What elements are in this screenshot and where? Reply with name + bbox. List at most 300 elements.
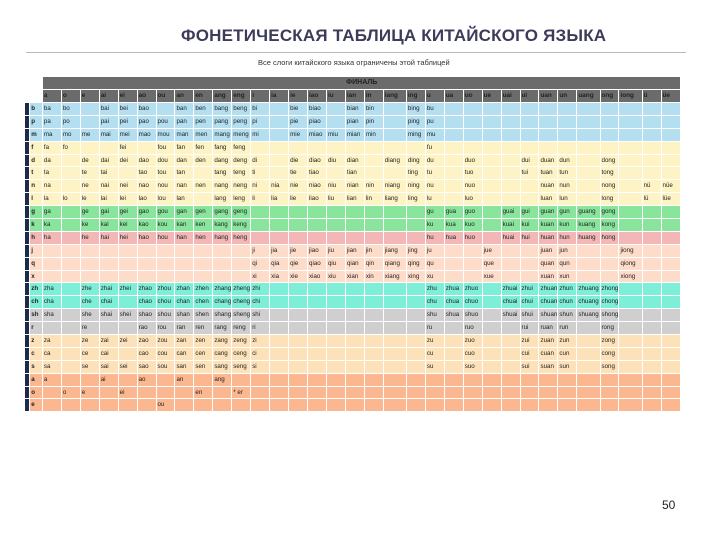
syllable-cell: tai	[99, 167, 118, 180]
syllable-cell	[444, 257, 463, 270]
syllable-cell	[501, 399, 520, 412]
syllable-cell: cha	[42, 296, 61, 309]
syllable-cell: xiong	[619, 270, 642, 283]
syllable-cell	[642, 231, 661, 244]
syllable-cell: leng	[232, 193, 251, 206]
syllable-cell	[383, 296, 406, 309]
syllable-cell: ceng	[232, 347, 251, 360]
syllable-cell	[61, 347, 80, 360]
syllable-cell	[642, 154, 661, 167]
syllable-cell	[482, 154, 501, 167]
syllable-cell: ri	[251, 322, 270, 335]
syllable-cell	[345, 386, 364, 399]
syllable-cell	[577, 103, 600, 116]
syllable-cell: jian	[345, 244, 364, 257]
syllable-cell	[61, 167, 80, 180]
syllable-cell	[289, 399, 308, 412]
syllable-cell	[661, 386, 680, 399]
syllable-cell	[482, 360, 501, 373]
syllable-cell: chai	[99, 296, 118, 309]
syllable-cell	[444, 193, 463, 206]
syllable-cell: qiang	[383, 257, 406, 270]
syllable-cell: ru	[425, 322, 444, 335]
syllable-cell: zei	[118, 335, 137, 348]
syllable-cell: tun	[558, 167, 577, 180]
final-label: ao	[137, 90, 156, 103]
syllable-cell: se	[80, 360, 99, 373]
syllable-cell: tang	[213, 167, 232, 180]
syllable-cell	[383, 128, 406, 141]
table-row	[25, 141, 681, 154]
syllable-cell: zou	[156, 335, 175, 348]
syllable-cell: feng	[232, 141, 251, 154]
syllable-cell	[539, 386, 558, 399]
syllable-cell: ze	[80, 335, 99, 348]
syllable-cell	[270, 206, 289, 219]
syllable-cell: shun	[558, 309, 577, 322]
syllable-cell: kui	[520, 219, 539, 232]
syllable-cell	[619, 180, 642, 193]
syllable-cell: shua	[444, 309, 463, 322]
syllable-cell: zhei	[118, 283, 137, 296]
syllable-cell	[577, 386, 600, 399]
syllable-cell: mian	[345, 128, 364, 141]
syllable-cell: ta	[42, 167, 61, 180]
syllable-cell: dan	[175, 154, 194, 167]
syllable-cell	[577, 322, 600, 335]
syllable-cell	[308, 322, 327, 335]
final-label: a	[42, 90, 61, 103]
syllable-cell	[600, 386, 619, 399]
syllable-cell	[364, 154, 383, 167]
syllable-cell	[383, 386, 406, 399]
initial-label: g	[30, 206, 43, 219]
syllable-cell: du	[425, 154, 444, 167]
syllable-cell: neng	[232, 180, 251, 193]
syllable-cell	[326, 309, 345, 322]
syllable-cell	[661, 206, 680, 219]
syllable-cell	[270, 283, 289, 296]
syllable-cell	[232, 399, 251, 412]
syllable-cell	[308, 219, 327, 232]
syllable-cell: guang	[577, 206, 600, 219]
syllable-cell: dang	[213, 154, 232, 167]
syllable-cell	[137, 257, 156, 270]
syllable-cell	[61, 399, 80, 412]
final-label: un	[558, 90, 577, 103]
syllable-cell	[661, 373, 680, 386]
syllable-cell: nia	[270, 180, 289, 193]
syllable-cell	[501, 373, 520, 386]
initial-label: sh	[30, 309, 43, 322]
syllable-cell	[383, 115, 406, 128]
syllable-cell: shui	[520, 309, 539, 322]
syllable-cell	[642, 257, 661, 270]
syllable-cell	[383, 167, 406, 180]
syllable-cell: shu	[425, 309, 444, 322]
syllable-cell: zhe	[80, 283, 99, 296]
syllable-cell	[661, 167, 680, 180]
syllable-cell: lüe	[661, 193, 680, 206]
syllable-cell	[326, 386, 345, 399]
syllable-cell: tao	[137, 167, 156, 180]
syllable-cell	[61, 180, 80, 193]
syllable-cell: pei	[118, 115, 137, 128]
syllable-cell: gong	[600, 206, 619, 219]
syllable-cell	[619, 219, 642, 232]
syllable-cell	[539, 141, 558, 154]
syllable-cell: shao	[137, 309, 156, 322]
syllable-cell	[308, 283, 327, 296]
syllable-cell	[661, 115, 680, 128]
syllable-cell: deng	[232, 154, 251, 167]
syllable-cell: chang	[213, 296, 232, 309]
syllable-cell	[482, 386, 501, 399]
syllable-cell	[289, 141, 308, 154]
syllable-cell	[406, 206, 425, 219]
syllable-cell	[175, 270, 194, 283]
initial-label: e	[30, 399, 43, 412]
syllable-cell: ang	[213, 373, 232, 386]
syllable-cell	[600, 115, 619, 128]
syllable-cell	[270, 386, 289, 399]
syllable-cell	[642, 167, 661, 180]
syllable-cell: mo	[61, 128, 80, 141]
syllable-cell: kua	[444, 219, 463, 232]
syllable-cell: huang	[577, 231, 600, 244]
syllable-cell: chen	[194, 296, 213, 309]
syllable-cell: shen	[194, 309, 213, 322]
syllable-cell: lin	[364, 193, 383, 206]
syllable-cell	[444, 270, 463, 283]
table-corner	[25, 90, 43, 103]
syllable-cell	[520, 141, 539, 154]
syllable-cell: dong	[600, 154, 619, 167]
syllable-cell	[444, 373, 463, 386]
syllable-cell: ken	[194, 219, 213, 232]
syllable-cell: nen	[194, 180, 213, 193]
syllable-cell: a	[42, 373, 61, 386]
syllable-cell: li	[251, 193, 270, 206]
syllable-cell	[61, 360, 80, 373]
syllable-cell	[213, 257, 232, 270]
syllable-cell: qu	[425, 257, 444, 270]
syllable-cell	[406, 347, 425, 360]
syllable-cell: ao	[137, 373, 156, 386]
table-row	[25, 219, 681, 232]
final-label: u	[425, 90, 444, 103]
syllable-cell	[619, 360, 642, 373]
syllable-cell: xiu	[326, 270, 345, 283]
syllable-cell	[406, 335, 425, 348]
syllable-cell: fei	[118, 141, 137, 154]
syllable-cell	[482, 283, 501, 296]
syllable-cell: nüe	[661, 180, 680, 193]
syllable-cell: miu	[326, 128, 345, 141]
syllable-cell	[619, 386, 642, 399]
syllable-cell: sang	[213, 360, 232, 373]
syllable-cell: zhai	[99, 283, 118, 296]
syllable-cell: zhua	[444, 283, 463, 296]
syllable-cell: hu	[425, 231, 444, 244]
syllable-cell	[482, 103, 501, 116]
syllable-cell: pi	[251, 115, 270, 128]
syllable-cell	[61, 373, 80, 386]
syllable-cell	[501, 141, 520, 154]
syllable-cell: zheng	[232, 283, 251, 296]
syllable-cell	[42, 270, 61, 283]
syllable-cell	[345, 322, 364, 335]
page-number: 50	[662, 498, 676, 512]
syllable-cell: ka	[42, 219, 61, 232]
syllable-cell	[42, 322, 61, 335]
syllable-cell: shi	[251, 309, 270, 322]
syllable-cell	[482, 206, 501, 219]
syllable-cell: heng	[232, 231, 251, 244]
syllable-cell	[61, 270, 80, 283]
syllable-cell	[156, 386, 175, 399]
syllable-cell	[463, 141, 482, 154]
syllable-cell	[270, 347, 289, 360]
final-label: ong	[600, 90, 619, 103]
final-label: iong	[619, 90, 642, 103]
syllable-cell: jia	[270, 244, 289, 257]
final-label: uan	[539, 90, 558, 103]
syllable-cell	[308, 231, 327, 244]
syllable-cell	[520, 373, 539, 386]
syllable-cell: ci	[251, 347, 270, 360]
syllable-cell: bie	[289, 103, 308, 116]
syllable-cell: te	[80, 167, 99, 180]
syllable-cell: la	[42, 193, 61, 206]
syllable-cell: piao	[308, 115, 327, 128]
syllable-cell: lu	[425, 193, 444, 206]
syllable-cell	[345, 283, 364, 296]
syllable-cell	[501, 128, 520, 141]
syllable-cell: da	[42, 154, 61, 167]
initial-label: b	[30, 103, 43, 116]
initial-label: zh	[30, 283, 43, 296]
syllable-cell: ni	[251, 180, 270, 193]
syllable-cell: bian	[345, 103, 364, 116]
syllable-cell: zuo	[463, 335, 482, 348]
syllable-cell	[661, 141, 680, 154]
final-label: ou	[156, 90, 175, 103]
table-row	[25, 373, 681, 386]
syllable-cell: hou	[156, 231, 175, 244]
syllable-cell	[383, 103, 406, 116]
syllable-cell	[364, 373, 383, 386]
syllable-cell: seng	[232, 360, 251, 373]
syllable-cell	[364, 322, 383, 335]
syllable-cell: dui	[520, 154, 539, 167]
syllable-cell: kang	[213, 219, 232, 232]
syllable-cell: na	[42, 180, 61, 193]
table-row	[25, 360, 681, 373]
syllable-cell: hai	[99, 231, 118, 244]
syllable-cell: zhuo	[463, 283, 482, 296]
table-row	[25, 193, 681, 206]
syllable-cell: chua	[444, 296, 463, 309]
syllable-cell: xiang	[383, 270, 406, 283]
syllable-cell	[482, 322, 501, 335]
syllable-cell: duo	[463, 154, 482, 167]
syllable-cell	[577, 193, 600, 206]
syllable-cell	[539, 373, 558, 386]
initial-label: q	[30, 257, 43, 270]
final-label: ui	[520, 90, 539, 103]
syllable-cell: qi	[251, 257, 270, 270]
syllable-cell	[289, 347, 308, 360]
syllable-cell	[80, 399, 99, 412]
syllable-cell: run	[558, 322, 577, 335]
syllable-cell: diao	[308, 154, 327, 167]
syllable-cell: biao	[308, 103, 327, 116]
syllable-cell: ding	[406, 154, 425, 167]
syllable-cell: mao	[137, 128, 156, 141]
syllable-cell: zai	[99, 335, 118, 348]
initial-label: a	[30, 373, 43, 386]
syllable-cell	[326, 167, 345, 180]
syllable-cell	[326, 296, 345, 309]
syllable-cell: huai	[501, 231, 520, 244]
table-row	[25, 128, 681, 141]
syllable-cell	[619, 283, 642, 296]
syllable-cell: qing	[406, 257, 425, 270]
syllable-cell	[501, 167, 520, 180]
syllable-cell: za	[42, 335, 61, 348]
syllable-cell: chong	[600, 296, 619, 309]
syllable-cell: zang	[213, 335, 232, 348]
syllable-cell	[463, 386, 482, 399]
syllable-cell: sha	[42, 309, 61, 322]
table-row	[25, 206, 681, 219]
syllable-cell	[520, 115, 539, 128]
syllable-cell: men	[194, 128, 213, 141]
syllable-cell: she	[80, 309, 99, 322]
syllable-cell	[137, 141, 156, 154]
syllable-cell: jue	[482, 244, 501, 257]
syllable-cell	[308, 373, 327, 386]
syllable-cell: kao	[137, 219, 156, 232]
syllable-cell: tuo	[463, 167, 482, 180]
syllable-cell: kuo	[463, 219, 482, 232]
syllable-cell	[520, 399, 539, 412]
final-label: uo	[463, 90, 482, 103]
syllable-cell	[326, 206, 345, 219]
syllable-cell	[383, 231, 406, 244]
table-row	[25, 309, 681, 322]
syllable-cell	[118, 257, 137, 270]
syllable-cell	[308, 206, 327, 219]
syllable-cell	[61, 257, 80, 270]
syllable-cell: nei	[118, 180, 137, 193]
syllable-cell: jiang	[383, 244, 406, 257]
syllable-cell	[619, 128, 642, 141]
syllable-cell	[406, 296, 425, 309]
syllable-cell: che	[80, 296, 99, 309]
syllable-cell	[326, 360, 345, 373]
syllable-cell	[577, 167, 600, 180]
syllable-cell	[577, 335, 600, 348]
initial-label: c	[30, 347, 43, 360]
syllable-cell	[600, 399, 619, 412]
syllable-cell	[232, 257, 251, 270]
syllable-cell: shuan	[539, 309, 558, 322]
syllable-cell: gou	[156, 206, 175, 219]
syllable-cell: shai	[99, 309, 118, 322]
syllable-cell	[619, 141, 642, 154]
syllable-cell: cuo	[463, 347, 482, 360]
syllable-cell	[661, 335, 680, 348]
syllable-cell: * er	[232, 386, 251, 399]
syllable-cell	[137, 244, 156, 257]
syllable-cell	[118, 244, 137, 257]
final-label: iu	[326, 90, 345, 103]
syllable-cell	[642, 141, 661, 154]
syllable-cell	[463, 103, 482, 116]
syllable-cell	[194, 193, 213, 206]
syllable-cell	[444, 335, 463, 348]
syllable-cell: zong	[600, 335, 619, 348]
syllable-cell	[642, 115, 661, 128]
syllable-cell	[642, 219, 661, 232]
syllable-cell: ling	[406, 193, 425, 206]
syllable-cell	[619, 103, 642, 116]
final-label: o	[61, 90, 80, 103]
syllable-cell	[619, 115, 642, 128]
syllable-cell: beng	[232, 103, 251, 116]
syllable-cell	[501, 360, 520, 373]
syllable-cell	[444, 141, 463, 154]
syllable-cell	[383, 322, 406, 335]
syllable-cell: bo	[61, 103, 80, 116]
syllable-cell	[619, 309, 642, 322]
syllable-cell	[175, 399, 194, 412]
syllable-cell	[577, 115, 600, 128]
syllable-cell	[194, 167, 213, 180]
syllable-cell: pang	[213, 115, 232, 128]
syllable-cell	[520, 193, 539, 206]
syllable-cell	[642, 206, 661, 219]
syllable-cell: lan	[175, 193, 194, 206]
syllable-cell	[251, 373, 270, 386]
table-corner	[25, 77, 43, 90]
syllable-cell: jiao	[308, 244, 327, 257]
syllable-cell	[326, 141, 345, 154]
syllable-cell	[326, 322, 345, 335]
syllable-cell: gun	[558, 206, 577, 219]
syllable-cell: di	[251, 154, 270, 167]
syllable-cell	[482, 335, 501, 348]
syllable-cell	[600, 244, 619, 257]
syllable-cell	[118, 373, 137, 386]
syllable-cell: teng	[232, 167, 251, 180]
syllable-cell	[308, 296, 327, 309]
syllable-cell	[364, 283, 383, 296]
table-row	[25, 335, 681, 348]
syllable-cell: zhong	[600, 283, 619, 296]
syllable-cell	[482, 128, 501, 141]
syllable-cell	[99, 141, 118, 154]
syllable-cell	[364, 360, 383, 373]
syllable-cell: zhuan	[539, 283, 558, 296]
syllable-cell: ou	[156, 399, 175, 412]
syllable-cell: zao	[137, 335, 156, 348]
syllable-cell	[482, 141, 501, 154]
syllable-cell	[289, 386, 308, 399]
syllable-cell	[270, 360, 289, 373]
